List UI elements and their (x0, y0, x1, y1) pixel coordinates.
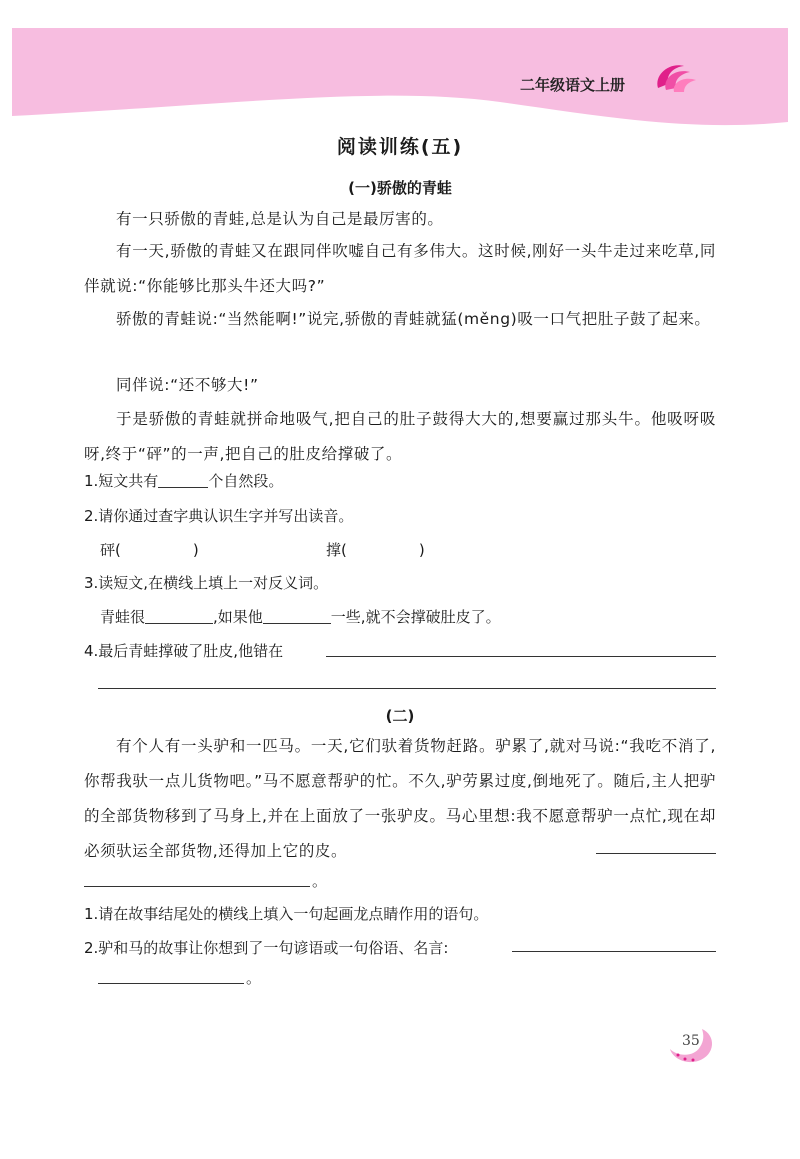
section-2-heading: (二) (385, 707, 415, 725)
publisher-logo-icon (652, 58, 698, 98)
paragraph: 有一只骄傲的青蛙,总是认为自己是最厉害的。 (116, 210, 444, 228)
story-ending-blank[interactable] (596, 853, 716, 854)
proverb-answer-line[interactable] (98, 983, 244, 984)
antonym-blank-1[interactable] (145, 608, 213, 624)
answer-line[interactable] (98, 688, 716, 689)
paragraph: 有一天,骄傲的青蛙又在跟同伴吹嘘自己有多伟大。这时候,刚好一头牛走过来吃草,同伴就说:“你能够比那头牛还大吗?” (84, 242, 716, 295)
page-number: 35 (682, 1033, 700, 1049)
question-4: 4.最后青蛙撑破了肚皮,他错在 (84, 642, 284, 660)
paragraph: 同伴说:“还不够大!” (116, 376, 259, 394)
antonym-blank-2[interactable] (263, 608, 331, 624)
pinyin-item-2: 撑( ) (326, 541, 425, 559)
page-number-badge (668, 1025, 718, 1065)
question-1: 1.短文共有 个自然段。 (84, 472, 284, 490)
answer-blank[interactable] (158, 472, 208, 488)
question-3-sentence: 青蛙很 ,如果他 一些,就不会撑破肚皮了。 (100, 608, 501, 626)
pinyin-item-1: 砰( ) (100, 541, 199, 559)
paragraph: 骄傲的青蛙说:“当然能啊!”说完,骄傲的青蛙就猛(měng)吸一口气把肚子鼓了起来。 (116, 310, 711, 328)
question-2: 2.请你通过查字典认识生字并写出读音。 (84, 507, 354, 525)
page-title: 阅读训练(五) (336, 136, 464, 158)
question-3: 3.读短文,在横线上填上一对反义词。 (84, 574, 329, 592)
story-ending-blank[interactable] (84, 886, 310, 887)
question-1: 1.请在故事结尾处的横线上填入一句起画龙点睛作用的语句。 (84, 905, 489, 923)
question-2: 2.驴和马的故事让你想到了一句谚语或一句俗语、名言: (84, 939, 449, 957)
period: 。 (246, 969, 262, 987)
paragraph: 于是骄傲的青蛙就拼命地吸气,把自己的肚子鼓得大大的,想要赢过那头牛。他吸呀吸呀,终于“砰”的一声,把自己的肚皮给撑破了。 (84, 410, 716, 463)
proverb-answer-line[interactable] (512, 951, 716, 952)
book-series-label: 二年级语文上册 (520, 76, 626, 94)
section-1-heading: (一)骄傲的青蛙 (348, 179, 452, 197)
period: 。 (312, 872, 328, 890)
answer-line[interactable] (326, 656, 716, 657)
paragraph: 有个人有一头驴和一匹马。一天,它们驮着货物赶路。驴累了,就对马说:“我吃不消了,你帮我驮一点儿货物吧。”马不愿意帮驴的忙。不久,驴劳累过度,倒地死了。随后,主人把驴的全部货物移到了马身上,并在上面放了一张驴皮。马心里想:我不愿意帮驴一点忙,现在却必须驮运全部货物,还得加上它的皮。 (84, 737, 716, 860)
